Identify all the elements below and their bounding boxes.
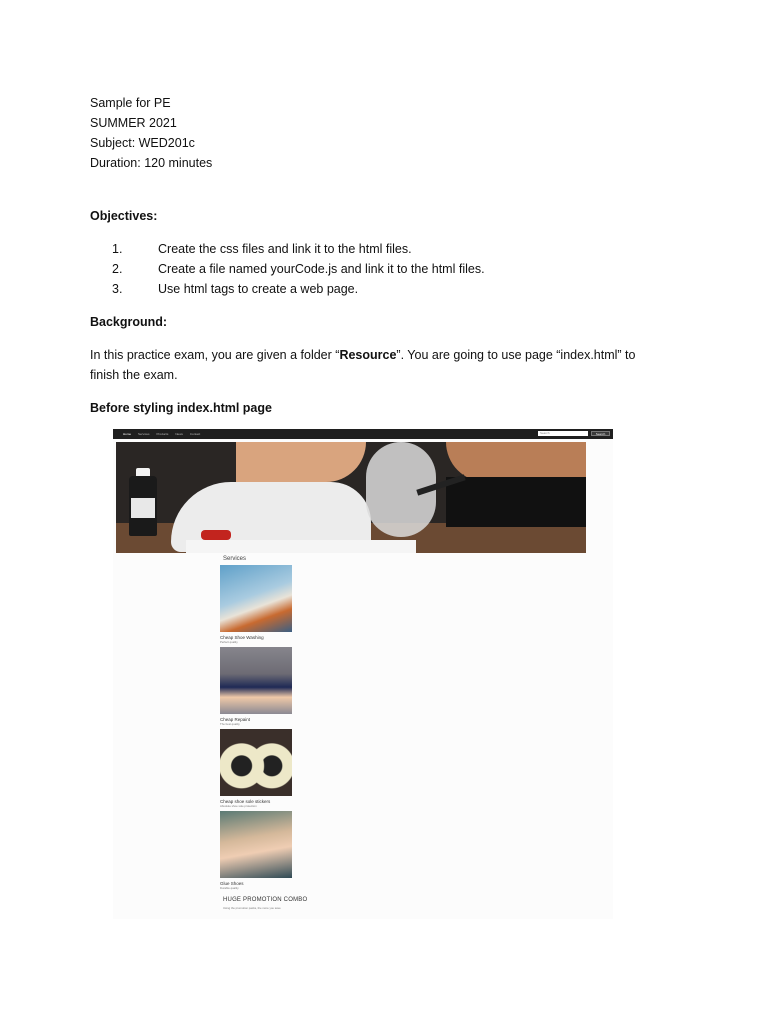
service-card xyxy=(220,565,292,644)
list-number: 3. xyxy=(112,282,123,296)
hero-image xyxy=(116,442,586,553)
document xyxy=(90,93,690,418)
service-description: Absolute shoe sole protection xyxy=(220,804,257,808)
list-item xyxy=(90,259,690,279)
service-image xyxy=(220,729,292,796)
list-text: Create a file named yourCode.js and link it to the html files. xyxy=(158,262,485,276)
folder-name: Resource xyxy=(339,348,397,362)
screenshot-navbar xyxy=(113,429,613,439)
service-name: Cheap Shoe Washing xyxy=(220,635,264,640)
doc-term: SUMMER 2021 xyxy=(90,116,177,130)
list-item xyxy=(90,279,690,299)
nav-item[interactable]: Services xyxy=(138,432,150,436)
page-screenshot xyxy=(113,429,613,919)
service-card xyxy=(220,729,292,808)
nav-item[interactable]: Contact xyxy=(189,432,201,436)
paragraph-text: In this practice exam, you are given a folder “ xyxy=(90,348,340,362)
nav-brand[interactable]: Home xyxy=(123,432,132,436)
search-input[interactable]: Search xyxy=(538,431,588,436)
list-text: Create the css files and link it to the html files. xyxy=(158,242,412,256)
service-description: Durable quality xyxy=(220,886,239,890)
before-styling-heading: Before styling index.html page xyxy=(90,401,272,415)
objectives-list xyxy=(90,239,690,299)
service-description: Perfect quality xyxy=(220,640,238,644)
service-image xyxy=(220,565,292,632)
list-number: 2. xyxy=(112,262,123,276)
service-card xyxy=(220,811,292,890)
service-image xyxy=(220,811,292,878)
service-name: Cheap Repaint xyxy=(220,717,251,722)
background-heading: Background: xyxy=(90,315,168,329)
service-name: Glue Shoes xyxy=(220,881,244,886)
doc-title: Sample for PE xyxy=(90,96,171,110)
promotion-title: HUGE PROMOTION COMBO xyxy=(223,897,308,903)
objectives-heading: Objectives: xyxy=(90,209,158,223)
search-button[interactable]: Search xyxy=(591,431,610,436)
list-number: 1. xyxy=(112,242,123,256)
nav-item[interactable]: News xyxy=(175,432,183,436)
service-description: The best quality xyxy=(220,722,240,726)
service-card xyxy=(220,647,292,726)
doc-duration: Duration: 120 minutes xyxy=(90,156,213,170)
doc-subject: Subject: WED201c xyxy=(90,136,195,150)
nav-item[interactable]: Products xyxy=(156,432,169,436)
list-text: Use html tags to create a web page. xyxy=(158,282,359,296)
service-image xyxy=(220,647,292,714)
services-title: Services xyxy=(223,556,247,562)
service-name: Cheap shoe sole stickers xyxy=(220,799,271,804)
list-item xyxy=(90,239,690,259)
background-paragraph xyxy=(90,345,660,385)
paragraph-text: ”. You are going to use page “index.html” to finish the exam. xyxy=(90,348,636,382)
promotion-subtitle: Using the promotion packs, the more you save xyxy=(223,906,281,910)
